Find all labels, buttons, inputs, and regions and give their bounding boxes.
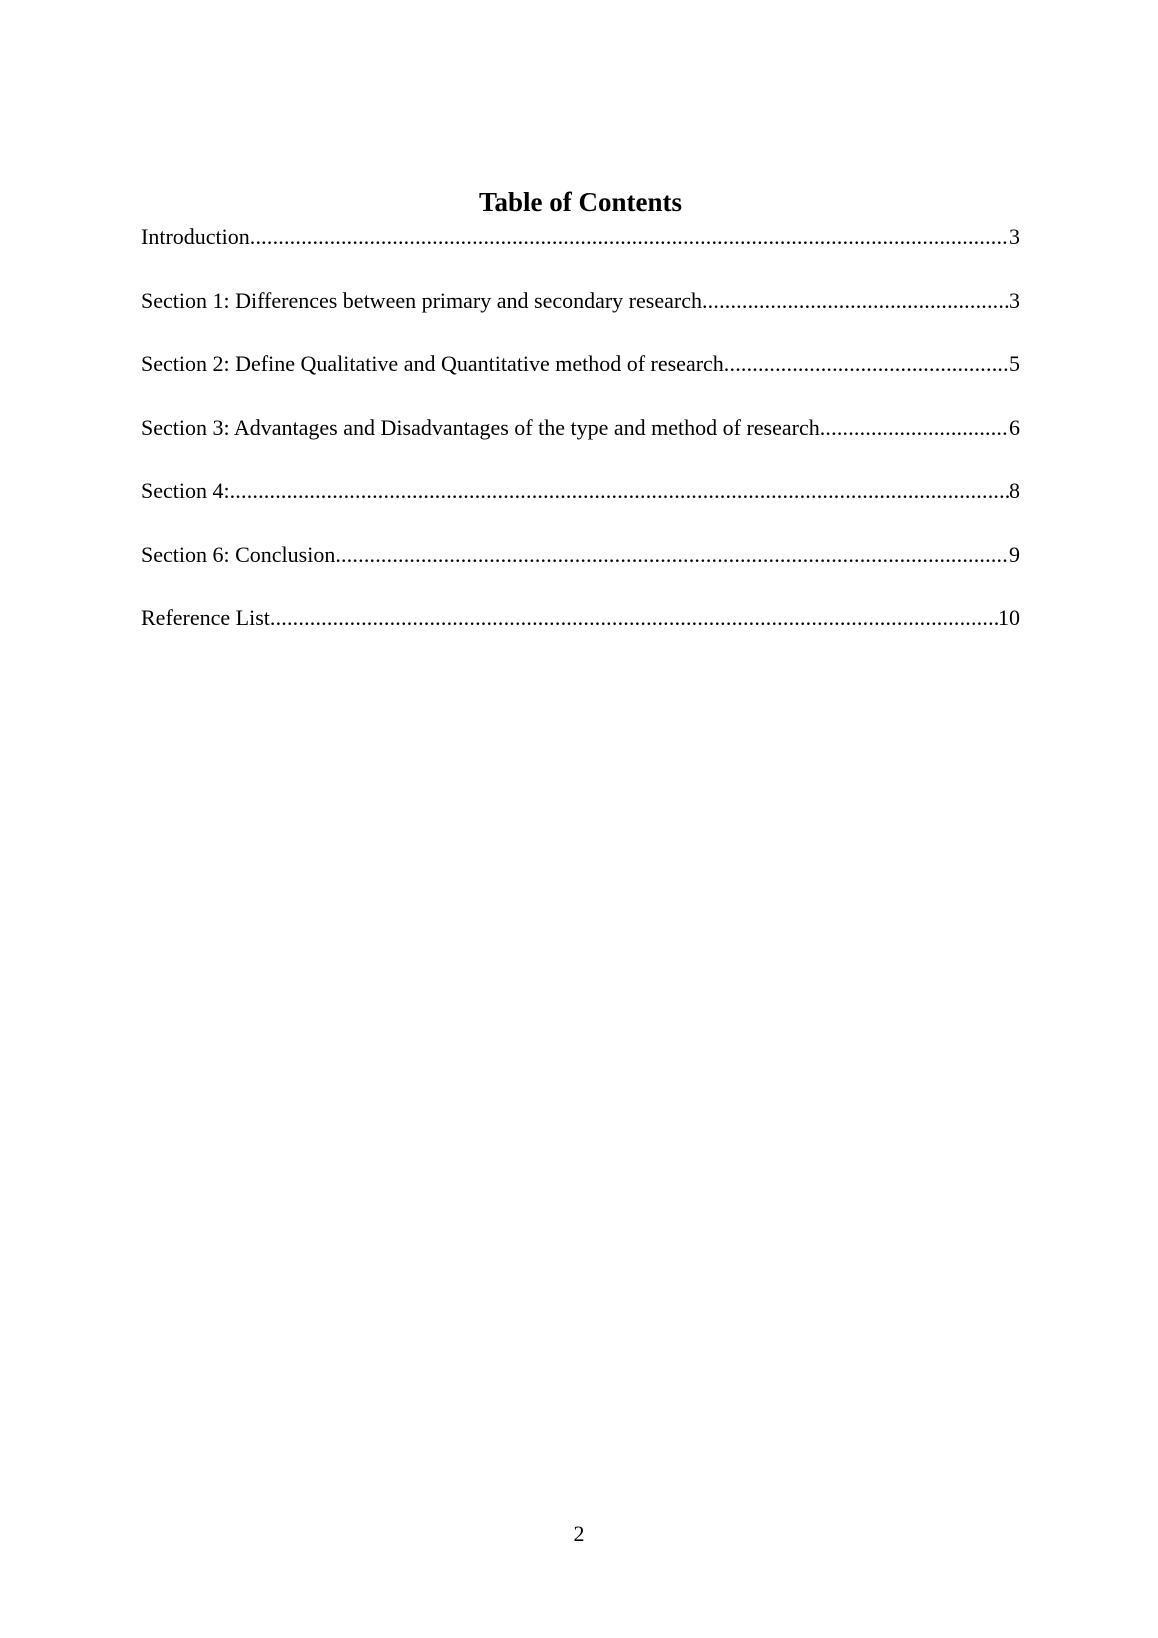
toc-entry-page: 8 <box>1009 478 1020 503</box>
toc-dot-leader <box>270 604 998 632</box>
toc-entry-label: Section 6: Conclusion <box>141 541 336 567</box>
toc-entry-section-6[interactable] <box>141 541 1020 569</box>
toc-entry-label: Section 3: Advantages and Disadvantages of the type and method of research <box>141 414 820 440</box>
toc-entry-label: Section 1: Differences between primary and secondary research <box>141 287 702 313</box>
toc-entry-introduction[interactable] <box>141 223 1020 251</box>
toc-entry-page: 3 <box>1009 287 1020 313</box>
toc-dot-leader <box>230 477 1009 505</box>
toc-entry-reference-list[interactable] <box>141 604 1020 632</box>
toc-dot-leader <box>335 541 1009 569</box>
toc-dot-leader <box>724 350 1009 378</box>
toc-dot-leader <box>250 223 1009 251</box>
toc-entry-label: Section 4: <box>141 478 230 503</box>
toc-entry-section-4[interactable] <box>141 477 1020 505</box>
toc-entry-page: 6 <box>1009 414 1020 440</box>
toc-dot-leader <box>702 287 1009 315</box>
page-number: 2 <box>573 1521 585 1546</box>
table-of-contents <box>141 186 1020 668</box>
toc-dot-leader <box>820 414 1009 442</box>
toc-entry-page: 5 <box>1009 351 1020 376</box>
toc-title: Table of Contents <box>478 187 683 217</box>
toc-entry-section-1[interactable] <box>141 287 1020 315</box>
toc-entry-page: 9 <box>1009 541 1020 567</box>
toc-entry-label: Introduction <box>141 224 250 249</box>
toc-list <box>141 223 1020 632</box>
toc-entry-page: 10 <box>998 605 1020 630</box>
toc-entry-page: 3 <box>1009 224 1020 249</box>
toc-entry-section-2[interactable] <box>141 350 1020 378</box>
toc-entry-label: Reference List <box>141 605 270 630</box>
toc-entry-label: Section 2: Define Qualitative and Quantitative method of research <box>141 351 724 376</box>
toc-entry-section-3[interactable] <box>141 414 1020 442</box>
